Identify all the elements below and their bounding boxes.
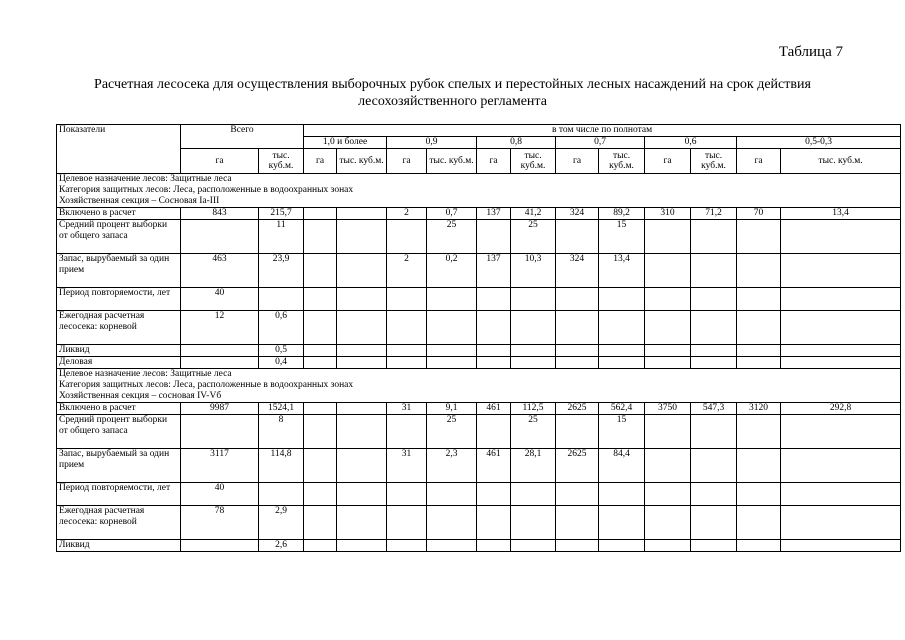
table-cell	[304, 449, 337, 483]
table-cell	[511, 506, 556, 540]
table-cell	[477, 288, 511, 311]
table-cell: 2	[387, 208, 427, 220]
table-cell: 461	[477, 403, 511, 415]
unit-ha-header: га	[737, 149, 781, 174]
table-row	[57, 415, 901, 449]
table-cell	[781, 288, 901, 311]
row-label: Средний процент выборки от общего запаса	[57, 220, 181, 254]
table-cell: 562,4	[599, 403, 645, 415]
table-cell	[477, 311, 511, 345]
table-cell	[304, 311, 337, 345]
table-cell	[511, 345, 556, 357]
section-category: Категория защитных лесов: Леса, расположенные в водоохранных зонах	[59, 380, 354, 390]
table-cell	[259, 483, 304, 506]
table-cell	[781, 357, 901, 369]
density-header: 0,7	[556, 137, 645, 149]
table-cell	[781, 254, 901, 288]
table-cell	[387, 220, 427, 254]
unit-ha-header: га	[645, 149, 691, 174]
table-cell: 463	[181, 254, 259, 288]
table-cell	[599, 311, 645, 345]
row-label: Период повторяемости, лет	[57, 288, 181, 311]
table-cell	[387, 288, 427, 311]
table-cell	[737, 449, 781, 483]
table-cell	[556, 220, 599, 254]
table-cell	[737, 506, 781, 540]
table-row	[57, 403, 901, 415]
table-cell	[181, 415, 259, 449]
table-cell	[645, 357, 691, 369]
table-cell: 461	[477, 449, 511, 483]
table-cell: 0,6	[259, 311, 304, 345]
table-cell: 0,5	[259, 345, 304, 357]
table-cell: 84,4	[599, 449, 645, 483]
table-cell: 70	[737, 208, 781, 220]
table-cell: 25	[427, 220, 477, 254]
table-row	[57, 208, 901, 220]
table-cell	[387, 483, 427, 506]
table-cell: 31	[387, 403, 427, 415]
table-cell	[387, 311, 427, 345]
table-cell	[304, 357, 337, 369]
table-cell	[781, 449, 901, 483]
table-cell	[645, 254, 691, 288]
table-cell: 71,2	[691, 208, 737, 220]
row-label: Деловая	[57, 357, 181, 369]
unit-ha-header: га	[387, 149, 427, 174]
table-cell: 843	[181, 208, 259, 220]
table-cell: 2625	[556, 449, 599, 483]
table-cell	[599, 540, 645, 552]
table-row	[57, 357, 901, 369]
row-label: Включено в расчет	[57, 208, 181, 220]
table-cell: 2	[387, 254, 427, 288]
table-cell	[337, 345, 387, 357]
table-cell: 8	[259, 415, 304, 449]
table-cell	[645, 449, 691, 483]
table-cell	[477, 415, 511, 449]
table-cell	[477, 345, 511, 357]
table-cell: 12	[181, 311, 259, 345]
density-header: 0,9	[387, 137, 477, 149]
table-cell	[304, 208, 337, 220]
table-cell	[737, 220, 781, 254]
table-body	[57, 125, 901, 552]
table-row	[57, 220, 901, 254]
table-cell	[645, 415, 691, 449]
table-cell	[477, 220, 511, 254]
table-cell: 2,3	[427, 449, 477, 483]
table-cell	[477, 357, 511, 369]
table-cell	[737, 415, 781, 449]
table-cell	[599, 357, 645, 369]
forest-cut-table	[56, 124, 901, 552]
unit-volume-header: тыс. куб.м.	[259, 149, 304, 174]
table-cell	[387, 415, 427, 449]
table-cell	[737, 254, 781, 288]
indicators-header: Показатели	[57, 125, 181, 174]
table-cell	[477, 483, 511, 506]
table-cell	[511, 540, 556, 552]
table-cell	[511, 483, 556, 506]
table-cell	[427, 506, 477, 540]
row-label: Запас, вырубаемый за один прием	[57, 254, 181, 288]
table-cell	[477, 540, 511, 552]
table-cell	[781, 345, 901, 357]
table-cell: 324	[556, 254, 599, 288]
table-cell: 10,3	[511, 254, 556, 288]
table-cell	[556, 311, 599, 345]
table-cell: 23,9	[259, 254, 304, 288]
table-row	[57, 449, 901, 483]
table-row	[57, 288, 901, 311]
table-cell	[781, 540, 901, 552]
row-label: Запас, вырубаемый за один прием	[57, 449, 181, 483]
table-cell	[691, 345, 737, 357]
table-cell	[304, 254, 337, 288]
table-cell	[556, 415, 599, 449]
table-cell: 40	[181, 483, 259, 506]
table-cell	[556, 345, 599, 357]
table-cell: 15	[599, 415, 645, 449]
unit-ha-header: га	[477, 149, 511, 174]
table-cell	[337, 208, 387, 220]
table-cell	[337, 506, 387, 540]
table-cell: 2625	[556, 403, 599, 415]
table-cell	[304, 403, 337, 415]
table-cell	[645, 311, 691, 345]
table-cell: 3750	[645, 403, 691, 415]
table-cell: 13,4	[781, 208, 901, 220]
table-cell	[181, 345, 259, 357]
table-cell: 1524,1	[259, 403, 304, 415]
table-cell	[337, 415, 387, 449]
table-cell	[556, 357, 599, 369]
table-cell	[737, 357, 781, 369]
table-cell	[781, 220, 901, 254]
table-cell	[737, 540, 781, 552]
table-cell	[304, 415, 337, 449]
table-cell	[556, 483, 599, 506]
table-cell: 9987	[181, 403, 259, 415]
table-cell	[304, 483, 337, 506]
section-economic: Хозяйственная секция – Сосновая Ia-III	[59, 196, 220, 206]
table-cell: 137	[477, 254, 511, 288]
table-cell: 11	[259, 220, 304, 254]
table-cell: 0,7	[427, 208, 477, 220]
density-header: 0,8	[477, 137, 556, 149]
table-cell	[737, 483, 781, 506]
table-cell	[556, 288, 599, 311]
table-cell: 41,2	[511, 208, 556, 220]
table-cell	[556, 506, 599, 540]
row-label: Включено в расчет	[57, 403, 181, 415]
table-cell	[304, 540, 337, 552]
table-cell	[737, 311, 781, 345]
table-cell	[691, 483, 737, 506]
page-title	[40, 76, 865, 110]
row-label: Ликвид	[57, 345, 181, 357]
unit-volume-header: тыс. куб.м.	[599, 149, 645, 174]
table-cell	[337, 254, 387, 288]
table-cell: 13,4	[599, 254, 645, 288]
table-cell	[337, 311, 387, 345]
table-cell	[691, 288, 737, 311]
table-cell: 0,2	[427, 254, 477, 288]
table-cell	[181, 540, 259, 552]
table-cell	[387, 506, 427, 540]
table-cell	[691, 220, 737, 254]
row-label: Ежегодная расчетная лесосека: корневой	[57, 506, 181, 540]
table-cell	[337, 403, 387, 415]
table-cell	[691, 254, 737, 288]
table-row	[57, 506, 901, 540]
header-units-row	[57, 149, 901, 174]
total-header: Всего	[181, 125, 304, 149]
table-row	[57, 345, 901, 357]
title-line-1: Расчетная лесосека для осуществления выборочных рубок спелых и перестойных лесных насаждений на срок действия	[94, 77, 811, 92]
table-cell	[599, 288, 645, 311]
table-cell: 9,1	[427, 403, 477, 415]
table-cell: 28,1	[511, 449, 556, 483]
table-cell	[304, 288, 337, 311]
table-cell: 3120	[737, 403, 781, 415]
table-cell	[387, 357, 427, 369]
table-cell: 2,9	[259, 506, 304, 540]
table-cell	[737, 288, 781, 311]
table-cell: 15	[599, 220, 645, 254]
section-info	[57, 174, 901, 208]
table-row	[57, 540, 901, 552]
table-cell: 25	[427, 415, 477, 449]
table-cell	[511, 357, 556, 369]
table-cell	[427, 357, 477, 369]
table-cell	[181, 220, 259, 254]
table-number: Таблица 7	[778, 44, 843, 60]
unit-volume-header: тыс. куб.м.	[691, 149, 737, 174]
table-cell	[337, 449, 387, 483]
table-cell	[645, 483, 691, 506]
table-cell: 292,8	[781, 403, 901, 415]
table-cell	[781, 483, 901, 506]
table-cell	[691, 357, 737, 369]
table-cell: 31	[387, 449, 427, 483]
table-cell	[691, 311, 737, 345]
table-cell: 114,8	[259, 449, 304, 483]
table-cell	[337, 483, 387, 506]
table-cell	[599, 483, 645, 506]
unit-ha-header: га	[556, 149, 599, 174]
section-header-row	[57, 369, 901, 403]
unit-volume-header: тыс. куб.м.	[511, 149, 556, 174]
section-header-row	[57, 174, 901, 208]
table-cell	[181, 357, 259, 369]
table-cell: 78	[181, 506, 259, 540]
table-cell: 0,4	[259, 357, 304, 369]
table-cell	[304, 220, 337, 254]
table-cell	[781, 506, 901, 540]
table-cell: 215,7	[259, 208, 304, 220]
unit-ha-header: га	[304, 149, 337, 174]
table-cell: 547,3	[691, 403, 737, 415]
table-cell	[477, 506, 511, 540]
section-category: Категория защитных лесов: Леса, расположенные в водоохранных зонах	[59, 185, 354, 195]
row-label: Период повторяемости, лет	[57, 483, 181, 506]
table-cell	[511, 311, 556, 345]
unit-volume-header: тыс. куб.м.	[427, 149, 477, 174]
table-cell	[337, 357, 387, 369]
table-cell	[691, 449, 737, 483]
table-cell	[645, 220, 691, 254]
density-header: 0,5-0,3	[737, 137, 901, 149]
row-label: Ежегодная расчетная лесосека: корневой	[57, 311, 181, 345]
row-label: Ликвид	[57, 540, 181, 552]
table-cell: 89,2	[599, 208, 645, 220]
table-cell	[645, 345, 691, 357]
table-cell	[387, 345, 427, 357]
table-cell	[259, 288, 304, 311]
table-cell	[645, 540, 691, 552]
table-cell	[511, 288, 556, 311]
table-row	[57, 311, 901, 345]
table-cell: 324	[556, 208, 599, 220]
table-cell	[781, 415, 901, 449]
row-label: Средний процент выборки от общего запаса	[57, 415, 181, 449]
table-cell: 2,6	[259, 540, 304, 552]
table-cell	[599, 506, 645, 540]
table-cell	[645, 506, 691, 540]
section-purpose: Целевое назначение лесов: Защитные леса	[59, 369, 232, 379]
table-cell: 25	[511, 415, 556, 449]
table-cell	[304, 345, 337, 357]
title-line-2: лесохозяйственного регламента	[358, 94, 547, 109]
table-cell	[691, 506, 737, 540]
table-cell	[337, 288, 387, 311]
table-cell: 40	[181, 288, 259, 311]
table-cell	[427, 540, 477, 552]
by-density-header: в том числе по полнотам	[304, 125, 901, 137]
table-cell	[427, 345, 477, 357]
density-header: 0,6	[645, 137, 737, 149]
table-cell	[781, 311, 901, 345]
table-cell	[304, 506, 337, 540]
table-cell	[691, 540, 737, 552]
table-cell	[645, 288, 691, 311]
table-row	[57, 254, 901, 288]
table-cell: 112,5	[511, 403, 556, 415]
table-cell: 137	[477, 208, 511, 220]
section-purpose: Целевое назначение лесов: Защитные леса	[59, 174, 232, 184]
table-row	[57, 483, 901, 506]
table-cell	[737, 345, 781, 357]
table-cell: 25	[511, 220, 556, 254]
table-cell	[556, 540, 599, 552]
table-cell: 3117	[181, 449, 259, 483]
table-cell	[427, 483, 477, 506]
section-economic: Хозяйственная секция – сосновая IV-Vб	[59, 391, 222, 401]
table-cell	[337, 540, 387, 552]
section-info	[57, 369, 901, 403]
unit-ha-header: га	[181, 149, 259, 174]
table-cell	[337, 220, 387, 254]
density-header: 1,0 и более	[304, 137, 387, 149]
table-cell	[387, 540, 427, 552]
unit-volume-header: тыс. куб.м.	[781, 149, 901, 174]
table-cell: 310	[645, 208, 691, 220]
table-cell	[599, 345, 645, 357]
table-cell	[427, 311, 477, 345]
unit-volume-header: тыс. куб.м.	[337, 149, 387, 174]
header-row-1	[57, 125, 901, 137]
table-cell	[691, 415, 737, 449]
table-cell	[427, 288, 477, 311]
